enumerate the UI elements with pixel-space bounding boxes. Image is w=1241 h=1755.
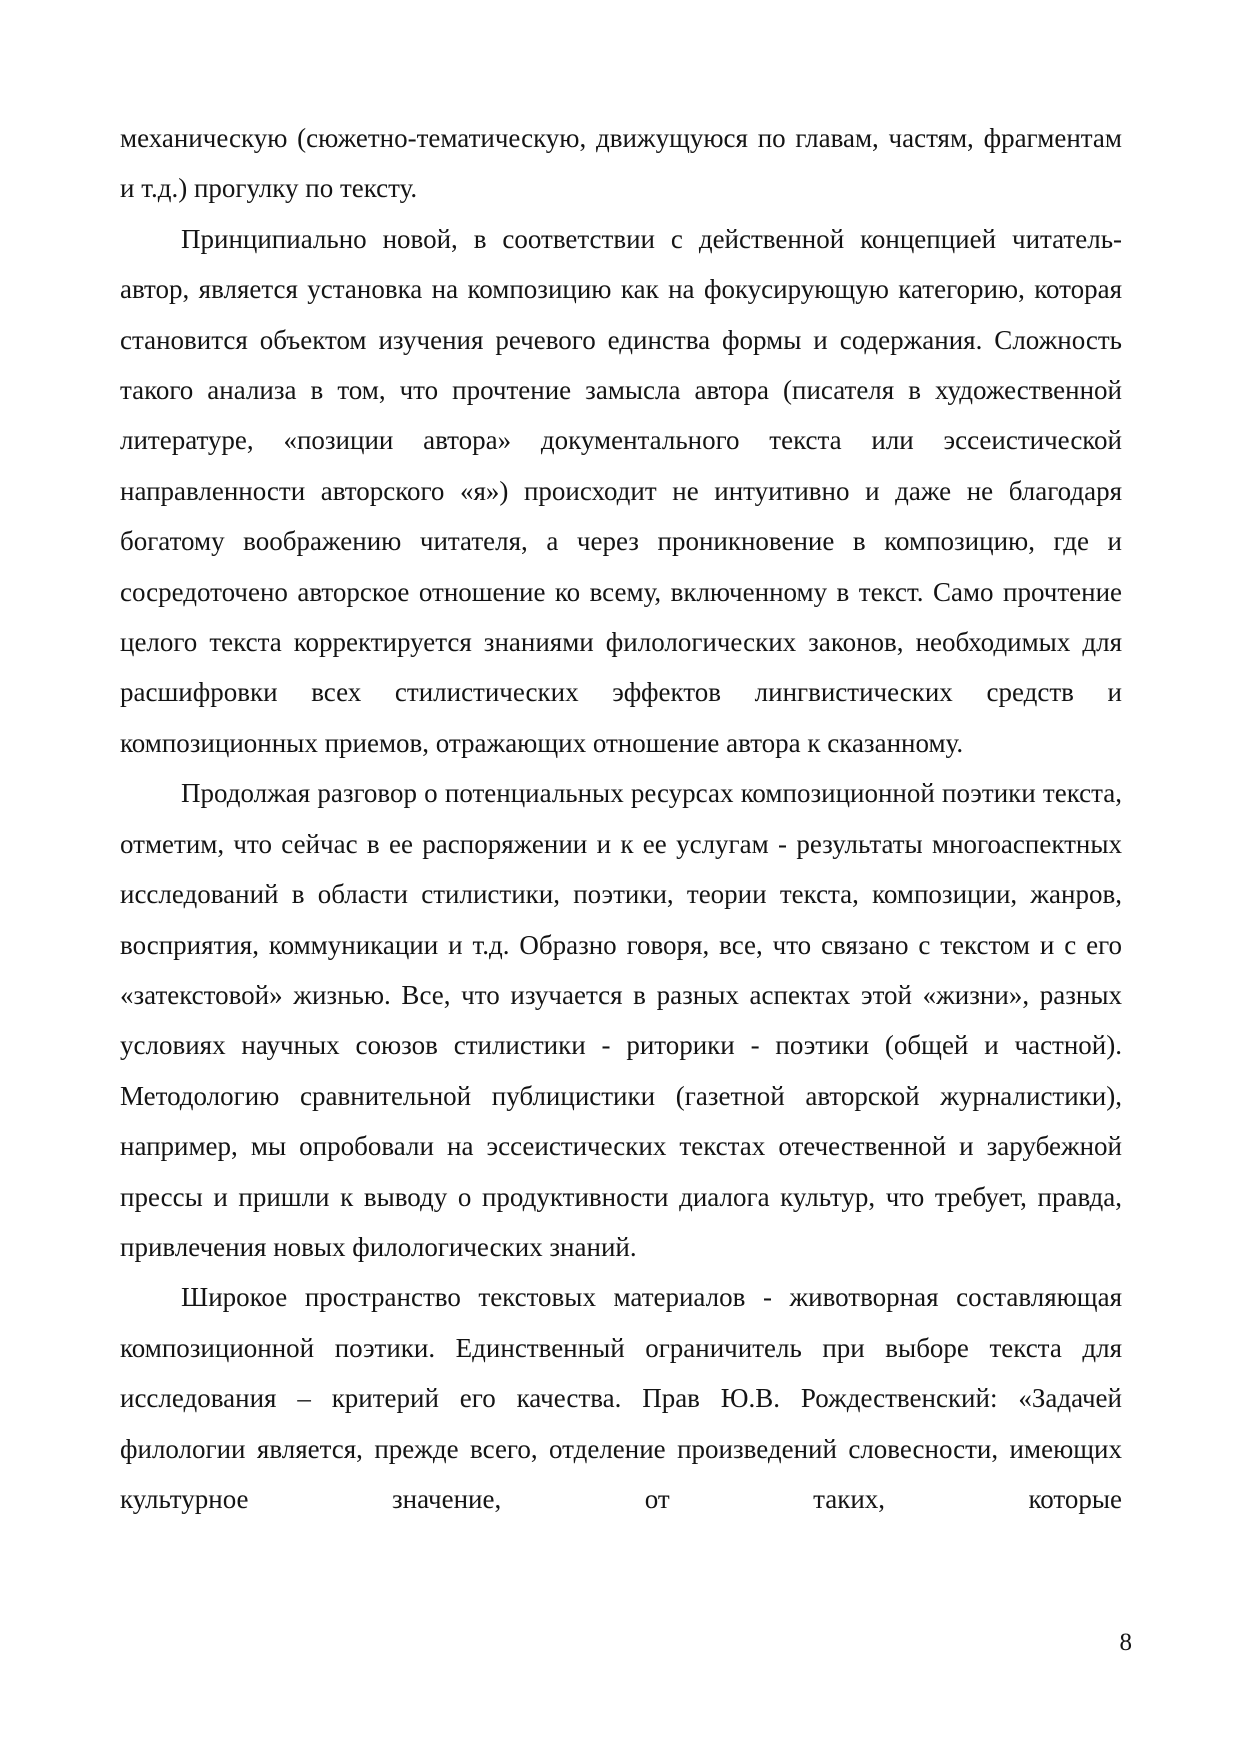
paragraph-text-materials: Широкое пространство текстовых материалов - животворная составляющая композиционной поэтики. Единственный ограничитель при выборе текста для исследования – критерий его качества. Прав Ю.В. Рождественский: «Задачей филологии является, прежде всего, отделение произведений словесности, имеющих культурное значение, от таких, которые — [120, 1282, 1122, 1514]
paragraph-composition-concept: Принципиально новой, в соответствии с действенной концепцией читатель-автор, является установка на композицию как на фокусирующую категорию, которая становится объектом изучения речевого единства формы и содержания. Сложность такого анализа в том, что прочтение замысла автора (писателя в художественной литературе, «позиции автора» документального текста или эссеистической направленности авторского «я») происходит не интуитивно и даже не благодаря богатому воображению читателя, а через проникновение в композицию, где и сосредоточено авторское отношение ко всему, включенному в текст. Само прочтение целого текста корректируется знаниями филологических законов, необходимых для расшифровки всех стилистических эффектов лингвистических средств и композиционных приемов, отражающих отношение автора к сказанному. — [120, 223, 1122, 758]
body-text — [120, 113, 1122, 1524]
page-number: 8 — [1119, 1629, 1132, 1656]
paragraph-continuation: механическую (сюжетно-тематическую, движущуюся по главам, частям, фрагментам и т.д.) прогулку по тексту. — [120, 123, 1122, 204]
paragraph-compositional-poetics-resources: Продолжая разговор о потенциальных ресурсах композиционной поэтики текста, отметим, что сейчас в ее распоряжении и к ее услугам - результаты многоаспектных исследований в области стилистики, поэтики, теории текста, композиции, жанров, восприятия, коммуникации и т.д. Образно говоря, все, что связано с текстом и с его «затекстовой» жизнью. Все, что изучается в разных аспектах этой «жизни», разных условиях научных союзов стилистики - риторики - поэтики (общей и частной). Методологию сравнительной публицистики (газетной авторской журналистики), например, мы опробовали на эссеистических текстах отечественной и зарубежной прессы и пришли к выводу о продуктивности диалога культур, что требует, правда, привлечения новых филологических знаний. — [120, 778, 1122, 1262]
